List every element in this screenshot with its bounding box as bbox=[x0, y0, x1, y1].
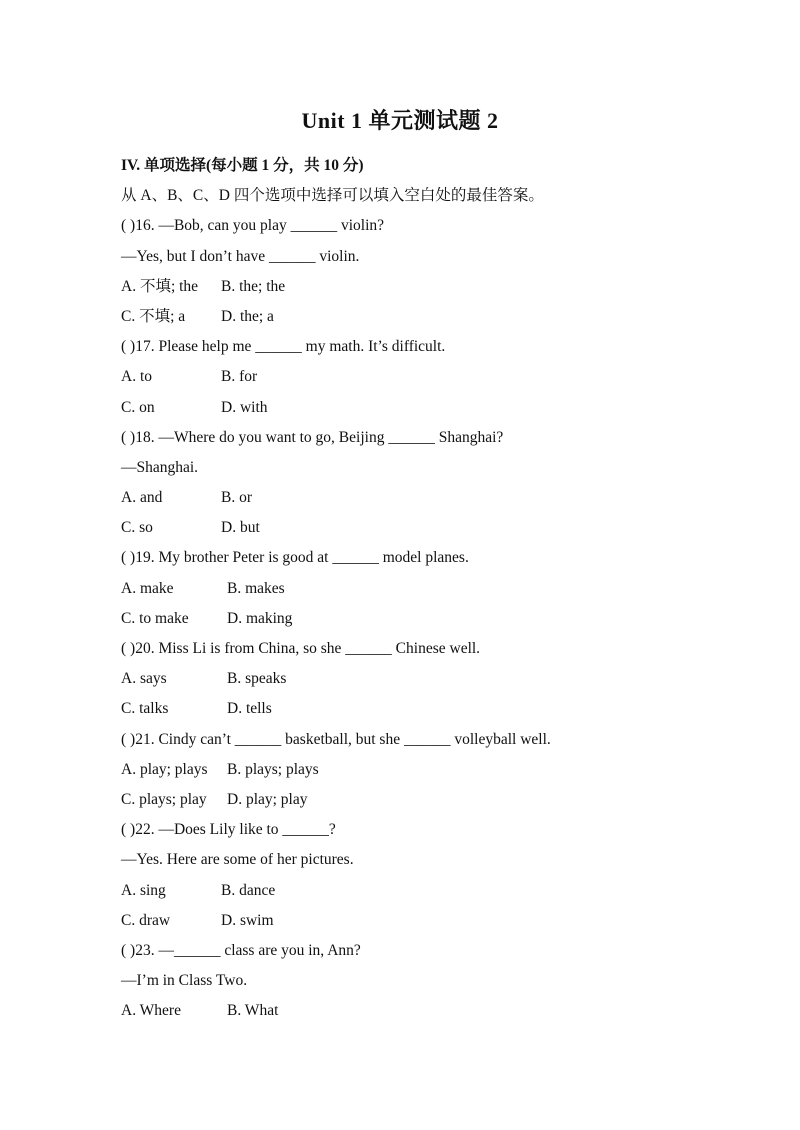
option-a: A. sing bbox=[121, 881, 166, 899]
option-a: A. and bbox=[121, 489, 163, 507]
option-b: B. or bbox=[221, 489, 252, 507]
option-b: B. What bbox=[227, 1002, 279, 1020]
option-c: C. talks bbox=[121, 700, 169, 718]
option-d: D. tells bbox=[227, 700, 272, 718]
question-18-options-row-2 bbox=[121, 513, 761, 543]
option-b: B. speaks bbox=[227, 670, 287, 688]
question-23-stem: ( )23. —______ class are you in, Ann? bbox=[121, 941, 361, 959]
option-c: C. on bbox=[121, 398, 155, 416]
option-c: C. to make bbox=[121, 609, 189, 627]
question-16-options-row-1 bbox=[121, 272, 761, 302]
option-a: A. Where bbox=[121, 1002, 181, 1020]
question-21-stem: ( )21. Cindy can’t ______ basketball, but she ______ volleyball well. bbox=[121, 730, 551, 748]
question-19-stem: ( )19. My brother Peter is good at ______ model planes. bbox=[121, 549, 469, 567]
question-22-reply: —Yes. Here are some of her pictures. bbox=[121, 851, 354, 869]
question-22-options-row-1 bbox=[121, 876, 761, 906]
question-21-options-row-1 bbox=[121, 755, 761, 785]
section-instruction: 从 A、B、C、D 四个选项中选择可以填入空白处的最佳答案。 bbox=[121, 187, 544, 205]
option-b: B. plays; plays bbox=[227, 760, 319, 778]
option-a: A. to bbox=[121, 368, 152, 386]
question-19-options-row-2 bbox=[121, 604, 761, 634]
question-23-reply: —I’m in Class Two. bbox=[121, 972, 248, 990]
option-d: D. play; play bbox=[227, 790, 308, 808]
option-a: A. 不填; the bbox=[121, 277, 199, 295]
section-heading: IV. 单项选择(每小题 1 分，共 10 分) bbox=[121, 157, 364, 174]
option-d: D. swim bbox=[221, 911, 274, 929]
option-b: B. for bbox=[221, 368, 258, 386]
option-d: D. making bbox=[227, 609, 293, 627]
question-20-options-row-2 bbox=[121, 694, 761, 724]
question-16-reply: —Yes, but I don’t have ______ violin. bbox=[121, 247, 360, 265]
question-18-stem: ( )18. —Where do you want to go, Beijing ______ Shanghai? bbox=[121, 428, 504, 446]
question-23-options-row-1 bbox=[121, 996, 761, 1026]
option-b: B. dance bbox=[221, 881, 276, 899]
question-16-options-row-2 bbox=[121, 302, 761, 332]
option-d: D. the; a bbox=[221, 307, 274, 325]
question-section bbox=[121, 151, 761, 1026]
question-21-options-row-2 bbox=[121, 785, 761, 815]
page-title: Unit 1 单元测试题 2 bbox=[301, 108, 499, 133]
option-c: C. so bbox=[121, 519, 153, 537]
question-17-options-row-2 bbox=[121, 393, 761, 423]
option-a: A. make bbox=[121, 579, 174, 597]
question-20-stem: ( )20. Miss Li is from China, so she ______ Chinese well. bbox=[121, 640, 481, 657]
option-d: D. but bbox=[221, 519, 260, 537]
question-19-options-row-1 bbox=[121, 574, 761, 604]
option-c: C. draw bbox=[121, 911, 171, 929]
option-a: A. says bbox=[121, 670, 167, 688]
option-c: C. plays; play bbox=[121, 790, 207, 808]
question-22-options-row-2 bbox=[121, 906, 761, 936]
question-18-reply: —Shanghai. bbox=[121, 458, 199, 476]
option-d: D. with bbox=[221, 398, 268, 416]
question-17-options-row-1 bbox=[121, 362, 761, 392]
question-16-stem: ( )16. —Bob, can you play ______ violin? bbox=[121, 217, 385, 235]
option-b: B. makes bbox=[227, 579, 285, 597]
question-18-options-row-1 bbox=[121, 483, 761, 513]
question-22-stem: ( )22. —Does Lily like to ______? bbox=[121, 821, 336, 839]
question-20-options-row-1 bbox=[121, 664, 761, 694]
option-b: B. the; the bbox=[221, 277, 286, 295]
question-17-stem: ( )17. Please help me ______ my math. It’s difficult. bbox=[121, 338, 446, 356]
option-c: C. 不填; a bbox=[121, 307, 186, 325]
option-a: A. play; plays bbox=[121, 760, 208, 778]
